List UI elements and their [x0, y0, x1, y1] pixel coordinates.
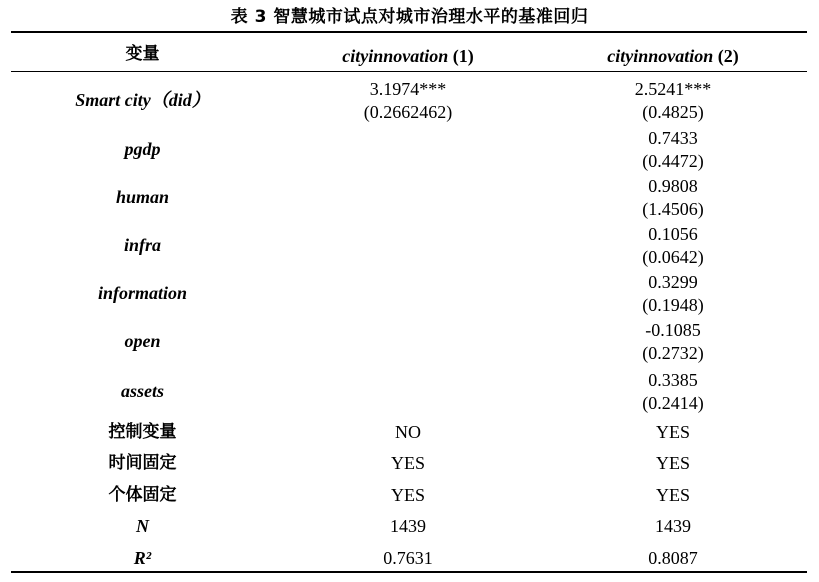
model-2-stat: YES	[655, 485, 690, 505]
model-1-coefficient: 3.1974***	[369, 79, 447, 99]
row-label: assets	[120, 381, 164, 401]
model-2-std-error: (0.4825)	[642, 102, 704, 122]
model-2-stat: YES	[655, 422, 690, 442]
row-label: open	[124, 331, 161, 351]
stat-label: 个体固定	[108, 485, 177, 505]
row-label: pgdp	[124, 139, 161, 159]
model-2-std-error: (0.2732)	[642, 343, 704, 363]
header-variable: 变量	[125, 44, 160, 64]
bottom-rule	[11, 571, 807, 573]
model-2-stat: YES	[655, 453, 690, 473]
header-rule	[11, 71, 807, 72]
model-2-coefficient: 0.3385	[648, 370, 698, 390]
stat-label: R²	[133, 548, 152, 568]
model-1-stat: YES	[390, 485, 425, 505]
stat-label: 时间固定	[108, 453, 177, 473]
stat-label: 控制变量	[108, 422, 177, 442]
model-1-stat: YES	[390, 453, 425, 473]
stat-label: N	[136, 516, 149, 536]
model-2-std-error: (1.4506)	[642, 199, 704, 219]
header-model-2-var: cityinnovation	[607, 46, 714, 66]
model-2-coefficient: 2.5241***	[634, 79, 712, 99]
header-model-1	[274, 46, 542, 68]
model-2-coefficient: 0.1056	[648, 224, 698, 244]
header-model-1-var: cityinnovation	[342, 46, 449, 66]
row-label: information	[97, 283, 188, 303]
header-model-1-num: (1)	[448, 46, 474, 66]
model-2-std-error: (0.1948)	[642, 295, 704, 315]
top-rule	[11, 31, 807, 33]
model-2-std-error: (0.4472)	[642, 151, 704, 171]
model-2-std-error: (0.2414)	[642, 393, 704, 413]
header-model-2-num: (2)	[713, 46, 739, 66]
model-1-std-error: (0.2662462)	[363, 102, 453, 122]
table-title: 表 3 智慧城市试点对城市治理水平的基准回归	[230, 7, 589, 27]
model-2-stat: 1439	[655, 516, 691, 536]
model-2-coefficient: 0.7433	[648, 128, 698, 148]
model-2-coefficient: 0.3299	[648, 272, 698, 292]
model-2-stat: 0.8087	[648, 548, 698, 568]
header-model-2	[542, 46, 804, 68]
model-1-stat: 1439	[390, 516, 426, 536]
row-label: infra	[123, 235, 161, 255]
model-1-stat: 0.7631	[383, 548, 433, 568]
row-label: human	[115, 187, 170, 207]
model-2-std-error: (0.0642)	[642, 247, 704, 267]
model-1-stat: NO	[395, 422, 421, 442]
model-2-coefficient: 0.9808	[648, 176, 698, 196]
row-label: Smart city（did）	[75, 90, 210, 110]
model-2-coefficient: -0.1085	[645, 320, 701, 340]
